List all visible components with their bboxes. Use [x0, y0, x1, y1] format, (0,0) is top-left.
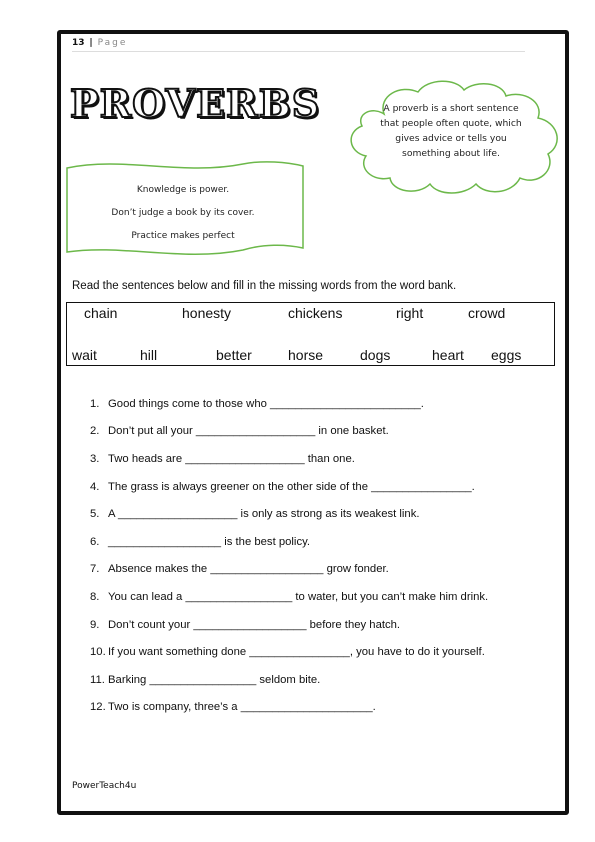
question-number: 12.: [90, 701, 106, 713]
word-bank-item: chain: [84, 305, 118, 321]
word-bank-item: heart: [432, 347, 464, 363]
instructions: Read the sentences below and fill in the missing words from the word bank.: [72, 280, 457, 292]
question-number: 2.: [90, 425, 100, 437]
page-word: Page: [97, 38, 128, 48]
word-bank-item: right: [396, 305, 424, 321]
example-1: Knowledge is power.: [136, 185, 230, 195]
page-separator: |: [89, 38, 93, 48]
question-item: [90, 453, 355, 465]
question-text: You can lead a _________________ to water, but you can’t make him drink.: [108, 591, 489, 603]
page-title: PROVERBS: [70, 81, 321, 126]
question-text: Good things come to those who ________________________.: [108, 398, 424, 410]
question-item: [90, 398, 424, 410]
question-number: 4.: [90, 481, 100, 493]
question-item: [90, 674, 320, 686]
word-bank-item: honesty: [182, 305, 232, 321]
word-bank-item: better: [216, 347, 252, 363]
question-number: 7.: [90, 563, 100, 575]
word-bank-item: crowd: [468, 305, 506, 321]
question-text: __________________ is the best policy.: [108, 536, 311, 548]
question-text: Don’t count your __________________ before they hatch.: [108, 619, 401, 631]
example-2: Don’t judge a book by its cover.: [111, 208, 255, 218]
page-header: [72, 38, 127, 48]
header-divider: [72, 51, 525, 52]
question-number: 1.: [90, 398, 100, 410]
question-text: If you want something done ________________, you have to do it yourself.: [108, 646, 485, 658]
page-number: 13: [72, 38, 85, 48]
word-bank-item: eggs: [491, 347, 522, 363]
question-text: Absence makes the __________________ grow fonder.: [108, 563, 389, 575]
question-item: [90, 536, 310, 548]
examples-list: [72, 179, 294, 248]
question-text: Don’t put all your ___________________ in one basket.: [108, 425, 389, 437]
question-item: [90, 646, 485, 658]
question-item: [90, 425, 389, 437]
question-number: 10.: [90, 646, 106, 658]
question-number: 3.: [90, 453, 100, 465]
question-number: 5.: [90, 508, 100, 520]
question-text: The grass is always greener on the other side of the ________________.: [108, 481, 475, 493]
question-text: Two is company, three’s a _____________________.: [108, 701, 376, 713]
definition-text: A proverb is a short sentence that people often quote, which gives advice or tells you something about life.: [380, 103, 522, 159]
question-item: [90, 591, 488, 603]
word-bank-item: wait: [72, 347, 97, 363]
question-number: 9.: [90, 619, 100, 631]
question-text: A ___________________ is only as strong as its weakest link.: [108, 508, 420, 520]
question-item: [90, 508, 420, 520]
question-item: [90, 701, 376, 713]
word-bank-item: chickens: [288, 305, 343, 321]
footer-brand: PowerTeach4u: [72, 781, 137, 791]
question-item: [90, 481, 475, 493]
question-number: 6.: [90, 536, 100, 548]
question-text: Barking _________________ seldom bite.: [108, 674, 321, 686]
question-text: Two heads are ___________________ than one.: [108, 453, 355, 465]
question-number: 8.: [90, 591, 100, 603]
example-3: Practice makes perfect: [131, 231, 235, 241]
word-bank-item: hill: [140, 347, 158, 363]
word-bank-item: horse: [288, 347, 324, 363]
question-item: [90, 563, 389, 575]
question-number: 11.: [90, 674, 105, 686]
question-item: [90, 619, 400, 631]
word-bank-item: dogs: [360, 347, 391, 363]
word-bank: [66, 302, 555, 366]
